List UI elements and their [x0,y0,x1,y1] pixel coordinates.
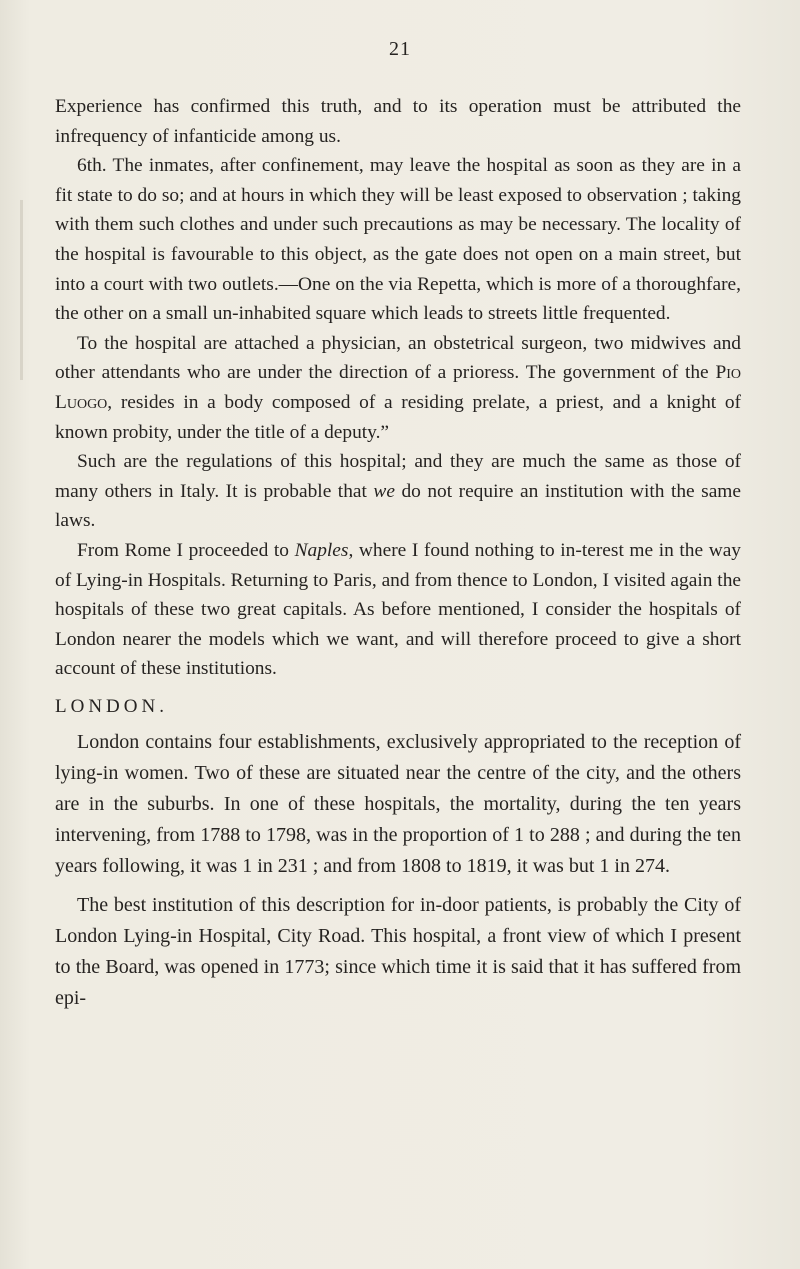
paragraph-1: Experience has confirmed this truth, and to its operation must be attributed the infrequency of infanticide among us. [55,96,741,147]
naples-emphasis: Naples [294,539,349,561]
page-number: 21 [389,38,411,60]
pio-luogo-smallcaps: Pio Luogo [55,362,741,413]
paragraph-5-part-a: From Rome I proceeded to [77,539,295,561]
paragraph-5 [55,536,741,684]
paragraph-4-emphasis: we [373,480,395,502]
paragraph-7: The best institution of this description for in-door patients, is probably the City of London Lying-in Hospital, City Road. This hospital, a front view of which I present to the Board, was opened in 1773; since which time it is said that it has suffered from epi- [55,894,741,1010]
paragraph-6: London contains four establishments, exclusively appropriated to the reception of lying-in women. Two of these are situated near the centre of the city, and the others are in the suburbs. In one of these hospitals, the mortality, during the ten years intervening, from 1788 to 1798, was in the proportion of 1 to 288 ; and during the ten years following, it was 1 in 231 ; and from 1808 to 1819, it was but 1 in 274. [55,731,741,878]
paragraph-2: 6th. The inmates, after confinement, may leave the hospital as soon as they are in a fit state to do so; and at hours in which they will be least exposed to observation ; taking with them such clothes and under such precautions as may be necessary. The locality of the hospital is favourable to this object, as the gate does not open on a main street, but into a court with two outlets.—One on the via Repetta, which is more of a thoroughfare, the other on a small un-inhabited square which leads to streets little frequented. [55,155,741,325]
paragraph-3-part-a: To the hospital are attached a physician, an obstetrical surgeon, two midwives and other attendants who are under the direction of a prioress. The government of the [55,332,741,384]
page-edge-shadow [20,200,23,380]
paragraph-3-part-b: , resides in a body composed of a residing prelate, a priest, and a knight of known probity, under the title of a deputy.” [55,391,741,443]
paragraph-3 [55,329,741,447]
paragraph-4-part-b: do not require an institution with the same laws. [55,480,741,532]
paragraph-4 [55,447,741,536]
body-text [55,92,741,1014]
paragraph-5-part-b: , where I found nothing to in-terest me in the way of Lying-in Hospitals. Returning to Paris, and from thence to London, I visited again the hospitals of these two great capitals. As before mentioned, I consider the hospitals of London nearer the models which we want, and will therefore proceed to give a short account of these institutions. [55,539,741,680]
section-heading-london: LONDON. [55,695,168,717]
paragraph-4-part-a: Such are the regulations of this hospital; and they are much the same as those of many others in Italy. It is probable that [55,451,741,502]
